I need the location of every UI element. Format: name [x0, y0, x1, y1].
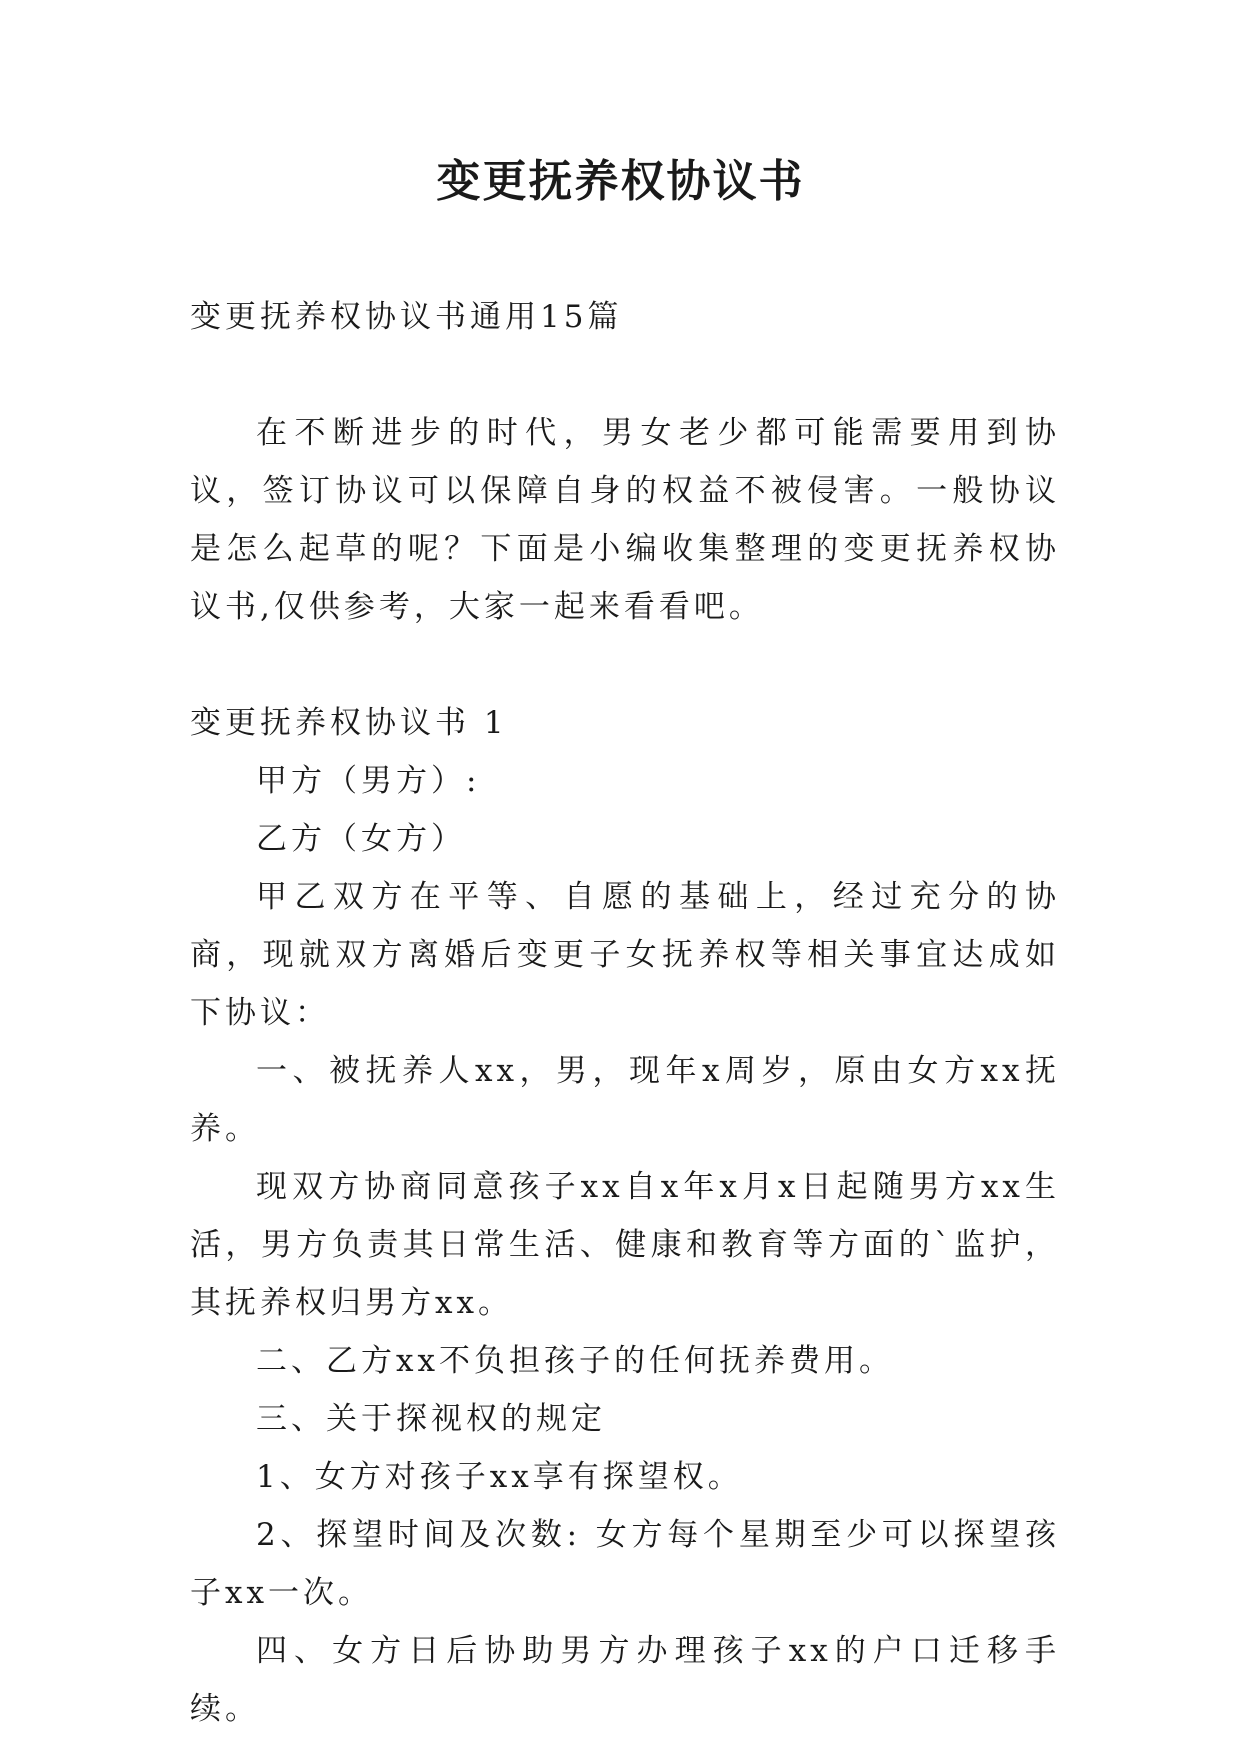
- paragraph-clause-4: 四、女方日后协助男方办理孩子xx的户口迁移手续。: [190, 1633, 1060, 1727]
- party-b-line: 乙方（女方）: [256, 821, 466, 857]
- paragraph-clause-2: 二、乙方xx不负担孩子的任何抚养费用。: [256, 1343, 894, 1379]
- intro-paragraph: 在不断进步的时代，男女老少都可能需要用到协议，签订协议可以保障自身的权益不被侵害。一般协议是怎么起草的呢？下面是小编收集整理的变更抚养权协议书,仅供参考，大家一起来看看吧。: [190, 415, 1060, 625]
- document-subtitle: 变更抚养权协议书通用15篇: [190, 299, 623, 335]
- document-body: [190, 288, 1060, 1738]
- paragraph-custody: 现双方协商同意孩子xx自x年x月x日起随男方xx生活，男方负责其日常生活、健康和教育等方面的`监护，其抚养权归男方xx。: [190, 1169, 1060, 1321]
- paragraph-clause-1: 一、被抚养人xx，男，现年x周岁，原由女方xx抚养。: [190, 1053, 1060, 1147]
- paragraph-visitation-1: 1、女方对孩子xx享有探望权。: [256, 1459, 743, 1495]
- paragraph-clause-3: 三、关于探视权的规定: [256, 1401, 606, 1437]
- paragraph-agreement: 甲乙双方在平等、自愿的基础上，经过充分的协商，现就双方离婚后变更子女抚养权等相关事宜达成如下协议：: [190, 879, 1060, 1031]
- section-heading: 变更抚养权协议书 1: [190, 705, 508, 741]
- party-a-line: 甲方（男方）:: [256, 763, 481, 799]
- document-title: 变更抚养权协议书: [436, 156, 805, 207]
- paragraph-visitation-2: 2、探望时间及次数: 女方每个星期至少可以探望孩子xx一次。: [190, 1517, 1060, 1611]
